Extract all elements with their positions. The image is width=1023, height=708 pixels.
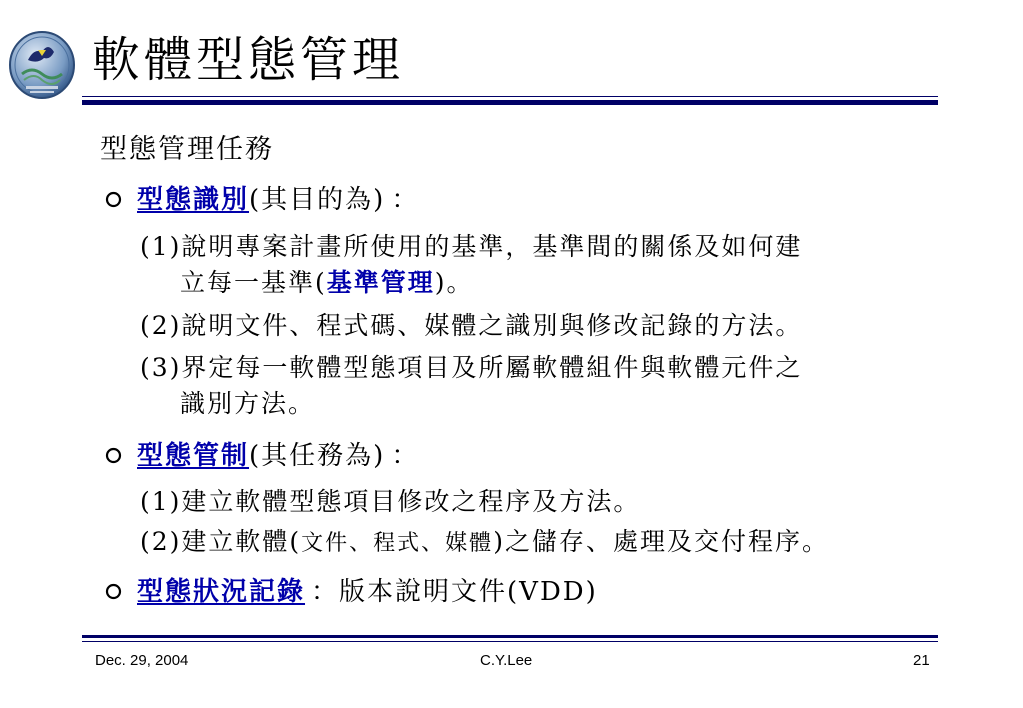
sub-item-1-line-2 [180, 267, 474, 299]
control-item-text: (2)建立軟體( [140, 527, 302, 556]
bullet-colon: ： [311, 577, 340, 607]
keyword-status-accounting: 型態狀況記錄 [137, 577, 306, 607]
bullet-configuration-identification [105, 184, 419, 216]
footer-author: C.Y.Lee [480, 652, 533, 669]
sub-item-text: )。 [434, 268, 474, 297]
footer-divider-thin [82, 641, 938, 642]
bullet-colon: ： [391, 441, 420, 471]
control-item-1: (1)建立軟體型態項目修改之程序及方法。 [140, 487, 641, 516]
baseline-management-term: 基準管理 [326, 268, 435, 297]
footer-page-number: 21 [913, 652, 930, 669]
bullet-suffix: (其目的為) [249, 185, 386, 215]
keyword-configuration-control: 型態管制 [137, 441, 250, 471]
sub-item-3-line-1: (3)界定每一軟體型態項目及所屬軟體組件與軟體元件之 [140, 353, 803, 382]
bullet-suffix: (其任務為) [249, 441, 386, 471]
keyword-configuration-identification: 型態識別 [137, 185, 250, 215]
sub-item-1-line-1: (1)說明專案計畫所使用的基準，基準間的關係及如何建 [140, 232, 803, 261]
footer-date: Dec. 29, 2004 [95, 652, 189, 669]
title-divider-thin [82, 96, 938, 97]
sub-item-3-line-2: 識別方法。 [180, 389, 316, 418]
bullet-configuration-control [105, 440, 419, 472]
footer-divider-thick [82, 635, 938, 638]
sub-item-text: 立每一基準( [180, 268, 327, 297]
title-divider-thick [82, 100, 938, 105]
slide-title: 軟體型態管理 [92, 32, 405, 88]
sub-item-2-line-1: (2)說明文件、程式碼、媒體之識別與修改記錄的方法。 [140, 311, 803, 340]
control-item-text: )之儲存、處理及交付程序。 [493, 527, 829, 556]
hollow-circle-bullet-icon [105, 583, 122, 600]
bullet-colon: ： [391, 185, 420, 215]
section-heading: 型態管理任務 [100, 134, 274, 165]
logo-emblem [8, 30, 76, 100]
version-description-document: 版本說明文件(VDD) [339, 577, 598, 607]
hollow-circle-bullet-icon [105, 191, 122, 208]
control-item-2 [140, 526, 829, 560]
hollow-circle-bullet-icon [105, 447, 122, 464]
bullet-status-accounting [105, 576, 598, 608]
control-item-media-list: 文件、程式、媒體 [301, 531, 494, 556]
